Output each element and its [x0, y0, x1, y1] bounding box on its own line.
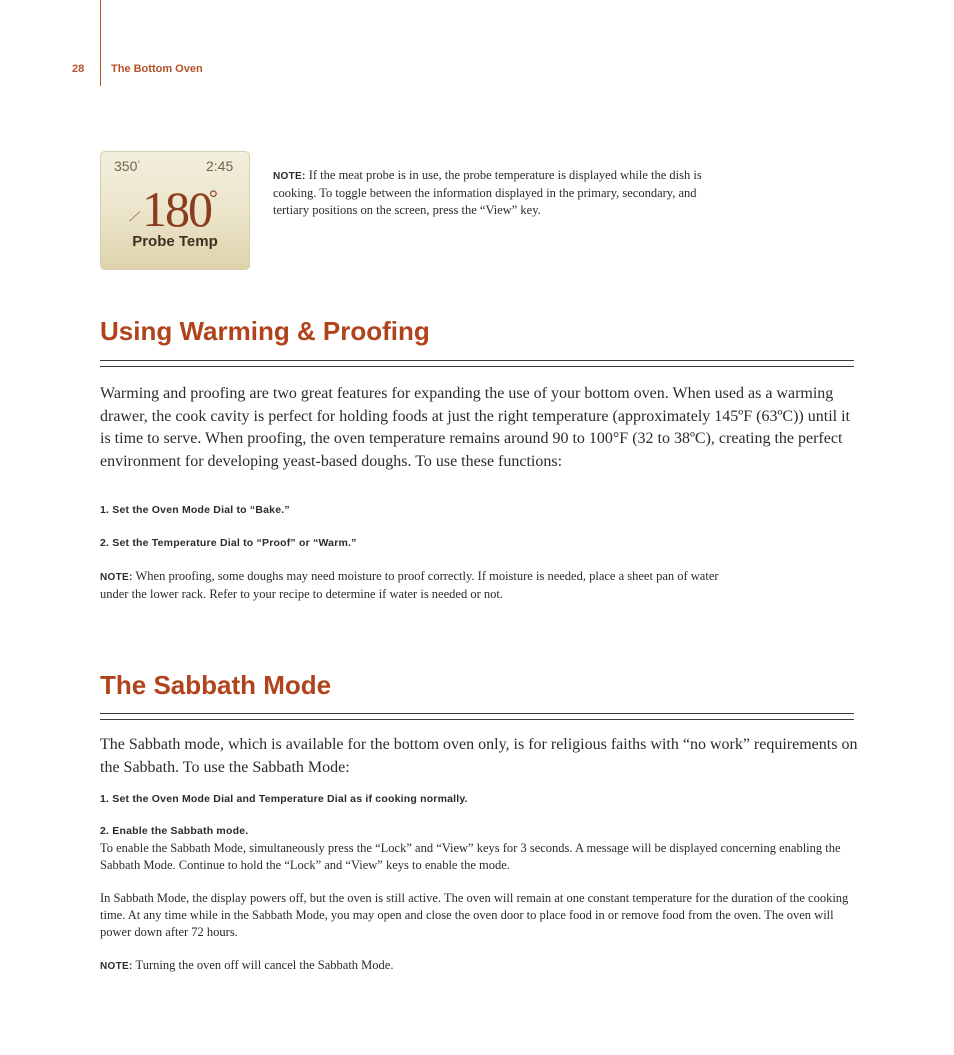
- display-label: Probe Temp: [132, 233, 218, 250]
- probe-note: [273, 167, 723, 219]
- note-text: When proofing, some doughs may need moisture to proof correctly. If moisture is needed, place a sheet pan of water under the lower rack. Refer to your recipe to determine if water is needed or not.: [100, 569, 719, 601]
- heading-rule: [100, 713, 854, 720]
- display-set-temp: 350°: [114, 158, 141, 174]
- warming-note: [100, 568, 720, 603]
- sabbath-heading: The Sabbath Mode: [100, 670, 332, 700]
- warming-heading: Using Warming & Proofing: [100, 316, 430, 346]
- note-label: NOTE:: [100, 572, 133, 583]
- note-label: NOTE:: [100, 961, 133, 972]
- page-number: 28: [72, 63, 85, 75]
- sabbath-body: The Sabbath mode, which is available for the bottom oven only, is for religious faiths with “no work” requirements on the Sabbath. To use the Sabbath Mode:: [100, 736, 858, 776]
- header-divider: [100, 0, 101, 86]
- display-temp-degree: °: [209, 185, 218, 210]
- warming-step-1: 1. Set the Oven Mode Dial to “Bake.”: [100, 504, 290, 516]
- sabbath-info-text: In Sabbath Mode, the display powers off, but the oven is still active. The oven will remain at one constant temperature for the duration of the cooking time. At any time while in the Sabbath Mode, you may open and close the oven door to place food in or remove food from the oven. The oven will power down after 72 hours.: [100, 891, 849, 939]
- note-text: Turning the oven off will cancel the Sabbath Mode.: [132, 958, 394, 972]
- warming-body: Warming and proofing are two great features for expanding the use of your bottom oven. When used as a warming drawer, the cook cavity is perfect for holding foods at just the right temperature (approximately 145ºF (63ºC)) until it is time to serve. When proofing, the oven temperature remains around 90 to 100°F (32 to 38ºC), creating the perfect environment for developing yeast-based doughs. To use these functions:: [100, 385, 850, 470]
- sabbath-note: [100, 957, 850, 975]
- sabbath-step-2: 2. Enable the Sabbath mode.: [100, 825, 249, 837]
- sabbath-step-1: 1. Set the Oven Mode Dial and Temperature Dial as if cooking normally.: [100, 793, 468, 805]
- note-text: If the meat probe is in use, the probe temperature is displayed while the dish is cooking. To toggle between the information displayed in the primary, secondary, and tertiary positions on the screen, press the “View” key.: [273, 168, 702, 217]
- probe-icon: ⟋: [129, 209, 139, 224]
- heading-rule: [100, 360, 854, 367]
- note-label: NOTE:: [273, 171, 306, 182]
- display-probe-temp: 180: [142, 181, 211, 237]
- sabbath-enable-text: To enable the Sabbath Mode, simultaneously press the “Lock” and “View” keys for 3 seconds. A message will be displayed concerning enabling the Sabbath Mode. Continue to hold the “Lock” and “View” keys to enable the mode.: [100, 841, 841, 872]
- display-time: 2:45: [206, 158, 234, 174]
- warming-step-2: 2. Set the Temperature Dial to “Proof” or “Warm.”: [100, 537, 357, 549]
- oven-display: [100, 151, 250, 270]
- section-title: The Bottom Oven: [111, 63, 203, 75]
